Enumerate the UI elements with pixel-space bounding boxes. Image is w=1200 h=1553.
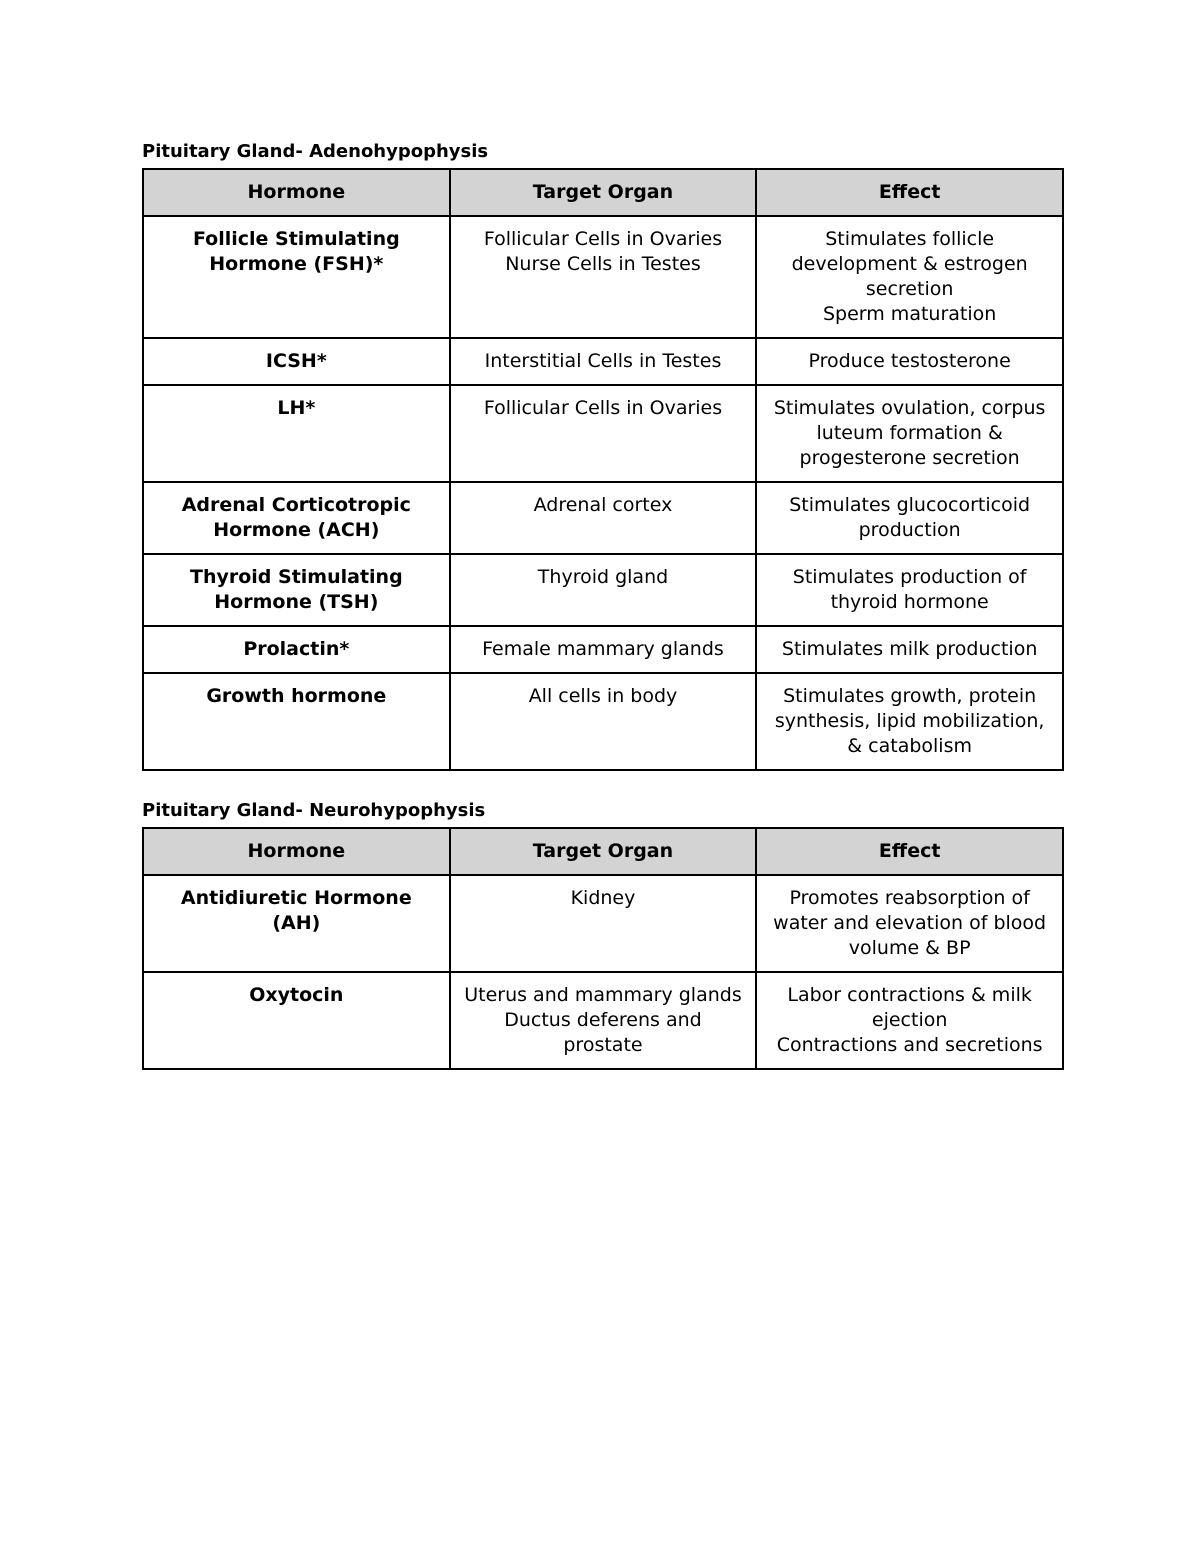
- cell-text-line: Hormone (ACH): [213, 519, 380, 541]
- header-effect: Effect: [756, 828, 1063, 875]
- cell-text-line: Labor contractions & milk: [787, 984, 1032, 1006]
- target-organ-cell: [450, 972, 757, 1069]
- cell-text-line: progesterone secretion: [799, 447, 1020, 469]
- effect-cell: [756, 972, 1063, 1069]
- target-organ-cell: [450, 554, 757, 626]
- hormone-cell: [143, 482, 450, 554]
- cell-text-line: ejection: [871, 1009, 948, 1031]
- cell-text-line: LH*: [277, 397, 316, 419]
- cell-text-line: Contractions and secretions: [776, 1034, 1043, 1056]
- hormone-cell: [143, 626, 450, 673]
- cell-text-line: Stimulates ovulation, corpus: [773, 397, 1046, 419]
- cell-text-line: Nurse Cells in Testes: [505, 253, 701, 275]
- hormone-cell: [143, 972, 450, 1069]
- cell-text-line: Hormone (TSH): [214, 591, 379, 613]
- cell-text-line: Stimulates milk production: [781, 638, 1038, 660]
- cell-text-line: volume & BP: [848, 937, 971, 959]
- cell-text-line: Stimulates follicle: [825, 228, 995, 250]
- cell-text-line: Uterus and mammary glands: [464, 984, 742, 1006]
- cell-text-line: Thyroid gland: [537, 566, 669, 588]
- header-hormone: Hormone: [143, 828, 450, 875]
- header-effect: Effect: [756, 169, 1063, 216]
- cell-text-line: luteum formation &: [816, 422, 1003, 444]
- neurohypophysis-title: Pituitary Gland- Neurohypophysis: [142, 800, 486, 821]
- table-header-row: [143, 828, 1063, 875]
- header-target-organ: Target Organ: [450, 169, 757, 216]
- cell-text-line: ICSH*: [265, 350, 327, 372]
- hormone-cell: [143, 385, 450, 482]
- table-row: [143, 972, 1063, 1069]
- target-organ-cell: [450, 875, 757, 972]
- effect-cell: [756, 554, 1063, 626]
- cell-text-line: Adrenal Corticotropic: [181, 494, 411, 516]
- cell-text-line: Hormone (FSH)*: [209, 253, 384, 275]
- table-row: [143, 338, 1063, 385]
- cell-text-line: Follicular Cells in Ovaries: [483, 228, 723, 250]
- cell-text-line: Follicle Stimulating: [192, 228, 400, 250]
- effect-cell: [756, 626, 1063, 673]
- cell-text-line: Produce testosterone: [808, 350, 1011, 372]
- target-organ-cell: [450, 216, 757, 338]
- hormone-cell: [143, 338, 450, 385]
- cell-text-line: Follicular Cells in Ovaries: [483, 397, 723, 419]
- cell-text-line: & catabolism: [847, 735, 972, 757]
- effect-cell: [756, 216, 1063, 338]
- cell-text-line: Antidiuretic Hormone (AH): [180, 887, 412, 934]
- cell-text-line: Stimulates growth, protein: [783, 685, 1037, 707]
- cell-text-line: Female mammary glands: [482, 638, 724, 660]
- hormone-cell: [143, 554, 450, 626]
- cell-text-line: production: [858, 519, 961, 541]
- table-row: [143, 482, 1063, 554]
- header-hormone: Hormone: [143, 169, 450, 216]
- cell-text-line: Adrenal cortex: [533, 494, 673, 516]
- cell-text-line: Stimulates production of: [792, 566, 1027, 588]
- adenohypophysis-title: Pituitary Gland- Adenohypophysis: [142, 141, 489, 162]
- table-row: [143, 385, 1063, 482]
- document-page: [142, 140, 1062, 1098]
- target-organ-cell: [450, 626, 757, 673]
- effect-cell: [756, 875, 1063, 972]
- target-organ-cell: [450, 482, 757, 554]
- header-target-organ: Target Organ: [450, 828, 757, 875]
- cell-text-line: Growth hormone: [206, 685, 387, 707]
- effect-cell: [756, 338, 1063, 385]
- target-organ-cell: [450, 338, 757, 385]
- hormone-cell: [143, 673, 450, 770]
- hormone-cell: [143, 216, 450, 338]
- hormone-cell: [143, 875, 450, 972]
- cell-text-line: Stimulates glucocorticoid: [789, 494, 1031, 516]
- target-organ-cell: [450, 673, 757, 770]
- cell-text-line: Interstitial Cells in Testes: [484, 350, 722, 372]
- table-row: [143, 673, 1063, 770]
- neurohypophysis-table: [142, 827, 1064, 1070]
- effect-cell: [756, 673, 1063, 770]
- table-body: [143, 216, 1063, 770]
- adenohypophysis-table: [142, 168, 1064, 771]
- table-row: [143, 626, 1063, 673]
- effect-cell: [756, 385, 1063, 482]
- cell-text-line: Thyroid Stimulating: [189, 566, 403, 588]
- effect-cell: [756, 482, 1063, 554]
- cell-text-line: Oxytocin: [249, 984, 344, 1006]
- cell-text-line: development & estrogen: [791, 253, 1028, 275]
- cell-text-line: Prolactin*: [243, 638, 350, 660]
- cell-text-line: All cells in body: [528, 685, 678, 707]
- cell-text-line: secretion: [865, 278, 954, 300]
- table-row: [143, 216, 1063, 338]
- cell-text-line: Ductus deferens and prostate: [504, 1009, 702, 1056]
- cell-text-line: synthesis, lipid mobilization,: [774, 710, 1045, 732]
- table-header-row: [143, 169, 1063, 216]
- cell-text-line: Kidney: [570, 887, 636, 909]
- cell-text-line: water and elevation of blood: [773, 912, 1047, 934]
- target-organ-cell: [450, 385, 757, 482]
- cell-text-line: Sperm maturation: [822, 303, 997, 325]
- table-row: [143, 554, 1063, 626]
- cell-text-line: thyroid hormone: [830, 591, 989, 613]
- cell-text-line: Promotes reabsorption of: [789, 887, 1030, 909]
- table-row: [143, 875, 1063, 972]
- table-body: [143, 875, 1063, 1069]
